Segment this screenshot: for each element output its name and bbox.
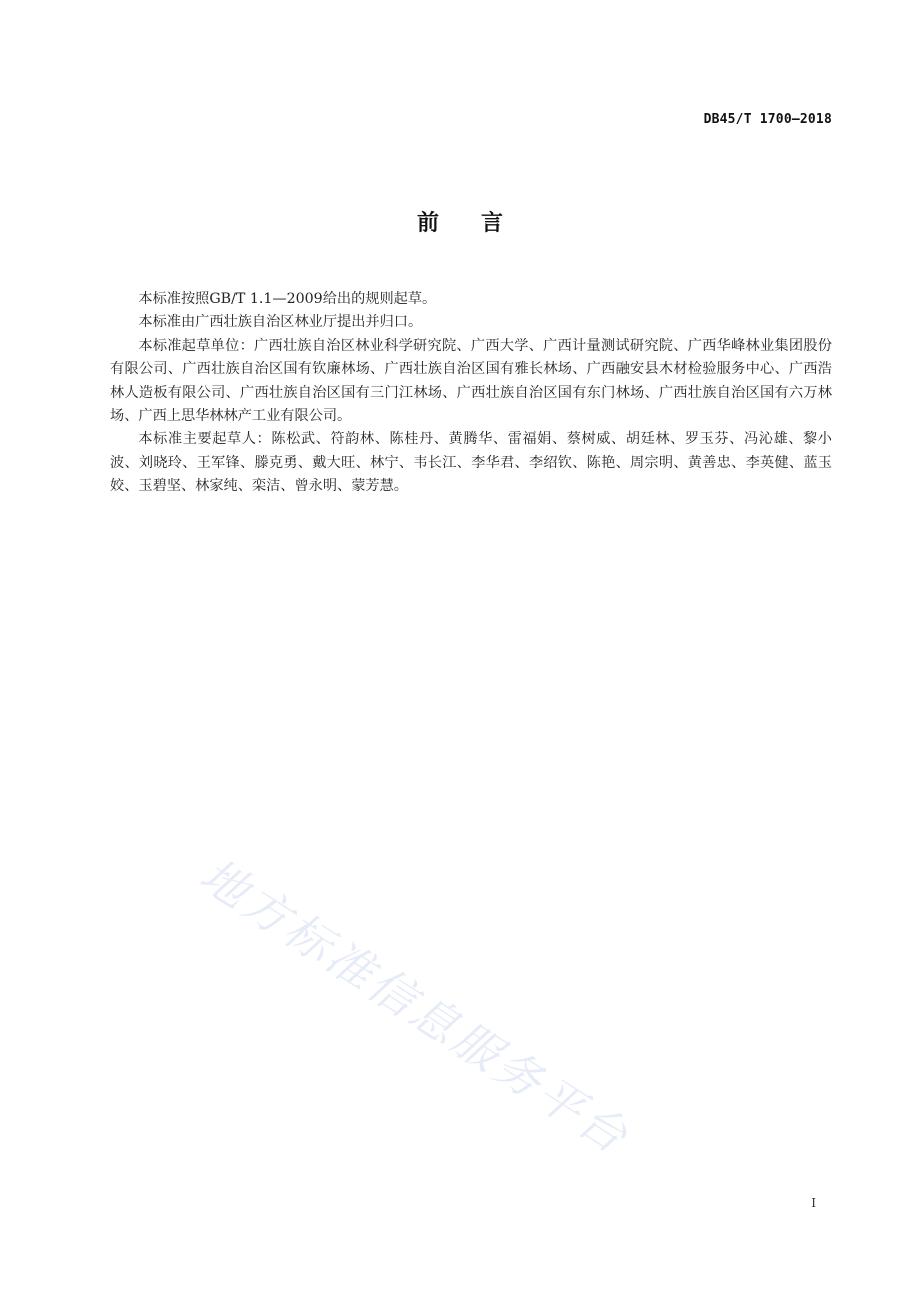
- page-title: 前言: [416, 211, 545, 236]
- watermark: 地方标准信息服务平台: [190, 847, 640, 1166]
- paragraph-drafters: 本标准主要起草人：陈松武、符韵林、陈桂丹、黄腾华、雷福娟、蔡树威、胡廷林、罗玉芬、冯沁雄、黎小波、刘晓玲、王军锋、滕克勇、戴大旺、林宁、韦长江、李华君、李绍钦、陈艳、周宗明、黄善忠、李英健、蓝玉姣、玉碧坚、林家纯、栾洁、曾永明、蒙芳慧。: [110, 431, 832, 495]
- paragraph-drafting-rules: 本标准按照GB/T 1.1—2009给出的规则起草。: [138, 291, 437, 307]
- body-text: [110, 288, 832, 499]
- page-number: I: [811, 1196, 816, 1210]
- paragraph-drafting-units: 本标准起草单位：广西壮族自治区林业科学研究院、广西大学、广西计量测试研究院、广西华峰林业集团股份有限公司、广西壮族自治区国有钦廉林场、广西壮族自治区国有雅长林场、广西融安县木材检验服务中心、广西浩林人造板有限公司、广西壮族自治区国有三门江林场、广西壮族自治区国有东门林场、广西壮族自治区国有六万林场、广西上思华林林产工业有限公司。: [110, 337, 832, 425]
- document-code: DB45/T 1700—2018: [703, 112, 832, 127]
- paragraph-proposer: 本标准由广西壮族自治区林业厅提出并归口。: [138, 314, 423, 331]
